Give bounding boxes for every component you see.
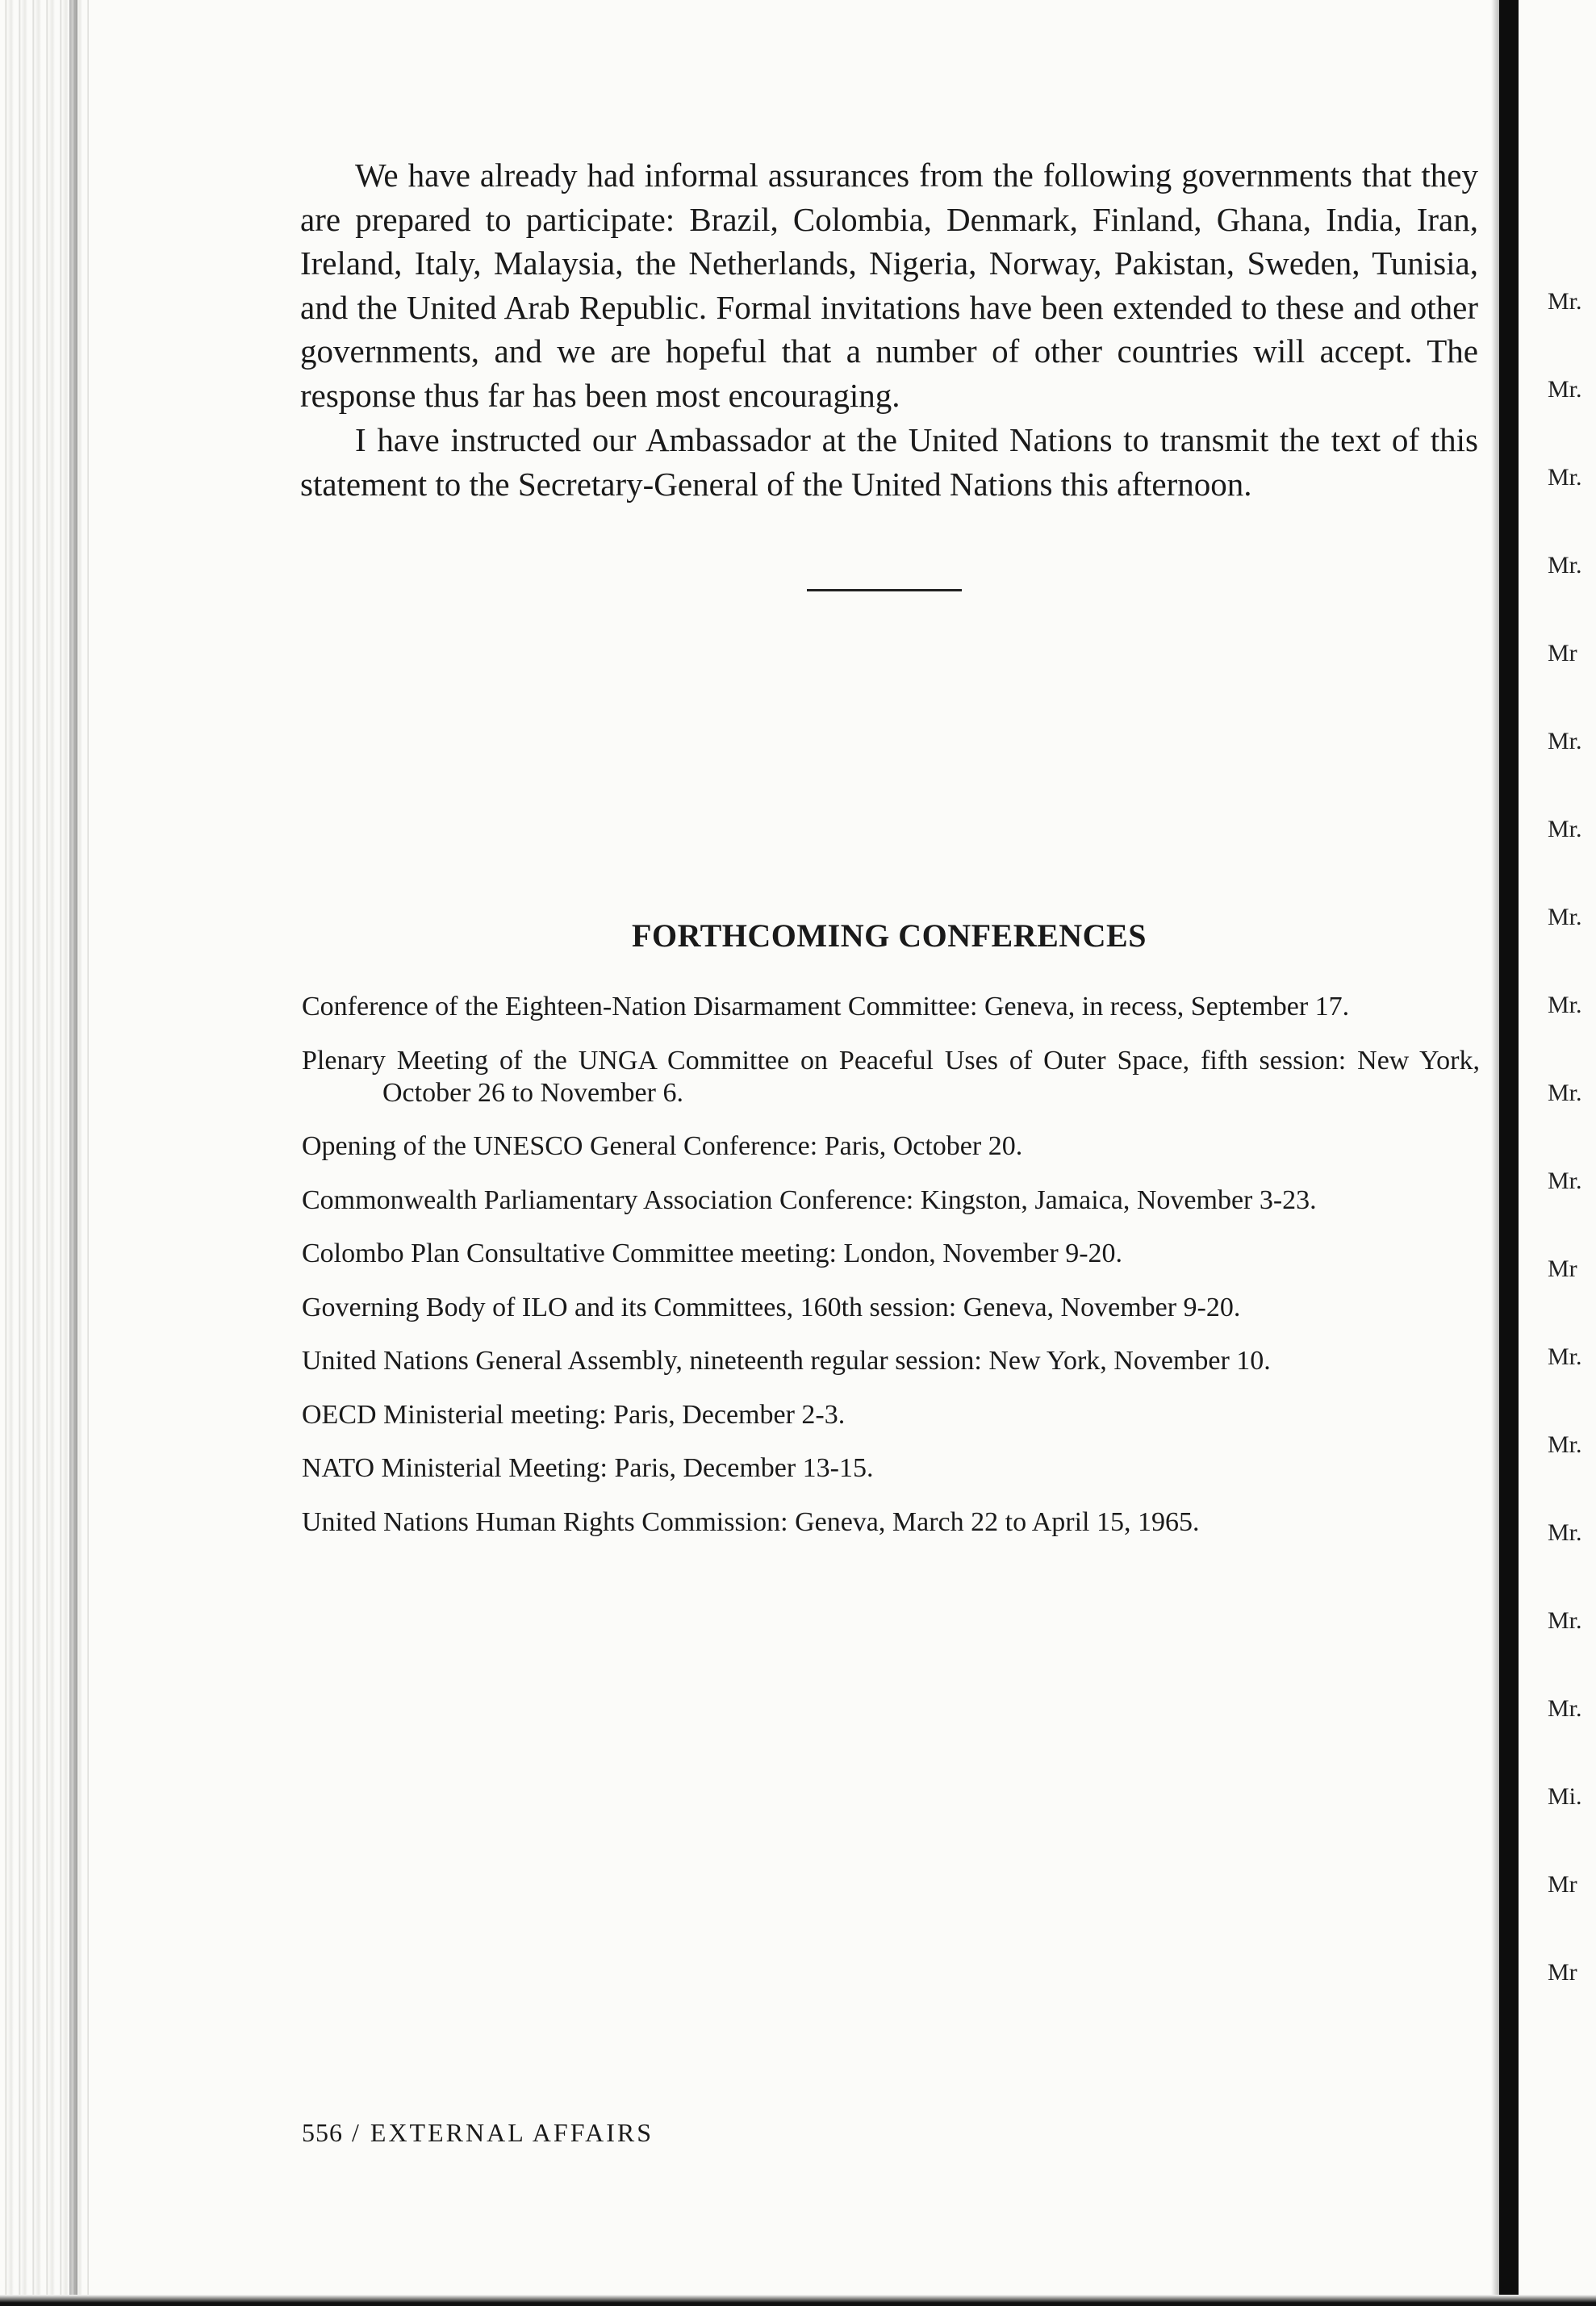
conference-item: Conference of the Eighteen-Nation Disarmament Committee: Geneva, in recess, September 17. <box>302 992 1350 1021</box>
binding-gutter <box>0 0 89 2306</box>
book-spine <box>1499 0 1519 2306</box>
margin-item: Mr. <box>1548 1695 1582 1722</box>
footer-separator: / <box>352 2118 361 2147</box>
page-bottom-edge <box>0 2295 1596 2306</box>
margin-item: Mr. <box>1548 552 1582 579</box>
margin-item: Mr. <box>1548 992 1582 1018</box>
conference-item: Opening of the UNESCO General Conference: Paris, October 20. <box>302 1131 1023 1161</box>
journal-title: EXTERNAL AFFAIRS <box>370 2118 654 2147</box>
margin-item: Mr <box>1548 1959 1577 1986</box>
conference-list <box>302 991 1480 1560</box>
margin-item: Mr. <box>1548 904 1582 930</box>
section-heading: FORTHCOMING CONFERENCES <box>632 917 1147 954</box>
margin-item: Mr. <box>1548 728 1582 754</box>
binding-fold <box>69 0 77 2306</box>
margin-item: Mr. <box>1548 816 1582 842</box>
page-footer <box>302 2118 654 2148</box>
margin-item: Mi. <box>1548 1783 1582 1810</box>
section-divider <box>807 589 962 591</box>
margin-item: Mr. <box>1548 1168 1582 1194</box>
page-number: 556 <box>302 2118 343 2147</box>
conference-item: Commonwealth Parliamentary Association Conference: Kingston, Jamaica, November 3-23. <box>302 1184 1317 1215</box>
margin-item: Mr. <box>1548 464 1582 491</box>
margin-item: Mr. <box>1548 288 1582 315</box>
margin-item: Mr. <box>1548 1519 1582 1546</box>
margin-item: Mr. <box>1548 1343 1582 1370</box>
margin-item: Mr <box>1548 640 1577 666</box>
margin-item: Mr. <box>1548 1607 1582 1634</box>
conference-item: United Nations General Assembly, nineteenth regular session: New York, November 10. <box>302 1346 1271 1376</box>
margin-item: Mr. <box>1548 1080 1582 1106</box>
conference-item: Plenary Meeting of the UNGA Committee on Peaceful Uses of Outer Space, fifth session: New York, October 26 to November 6. <box>302 1045 1480 1108</box>
margin-item: Mr <box>1548 1255 1577 1282</box>
body-paragraph-participants: We have already had informal assurances from the following governments that they are prepared to participate: Brazil, Colombia, Denmark, Finland, Ghana, India, Iran, Ireland, Italy, Malaysia, the Netherlands, Nigeria, Norway, Pakistan, Sweden, Tunisia, and the United Arab Republic. Formal invitations have been extended to these and other governments, and we are hopeful that a number of other countries will accept. The response thus far has been most encouraging. <box>300 157 1478 414</box>
margin-item: Mr. <box>1548 1431 1582 1458</box>
margin-item: Mr <box>1548 1871 1577 1898</box>
spine-shadow <box>1491 0 1499 2306</box>
conference-item: Governing Body of ILO and its Committees, 160th session: Geneva, November 9-20. <box>302 1292 1241 1322</box>
conference-item: NATO Ministerial Meeting: Paris, December 13-15. <box>302 1453 874 1483</box>
conference-item: Colombo Plan Consultative Committee meeting: London, November 9-20. <box>302 1239 1123 1268</box>
body-paragraph-ambassador: I have instructed our Ambassador at the United Nations to transmit the text of this statement to the Secretary-General of the United Nations this afternoon. <box>300 421 1478 503</box>
conference-item: United Nations Human Rights Commission: Geneva, March 22 to April 15, 1965. <box>302 1506 1200 1537</box>
conference-item: OECD Ministerial meeting: Paris, December 2-3. <box>302 1399 846 1430</box>
margin-item: Mr. <box>1548 376 1582 403</box>
